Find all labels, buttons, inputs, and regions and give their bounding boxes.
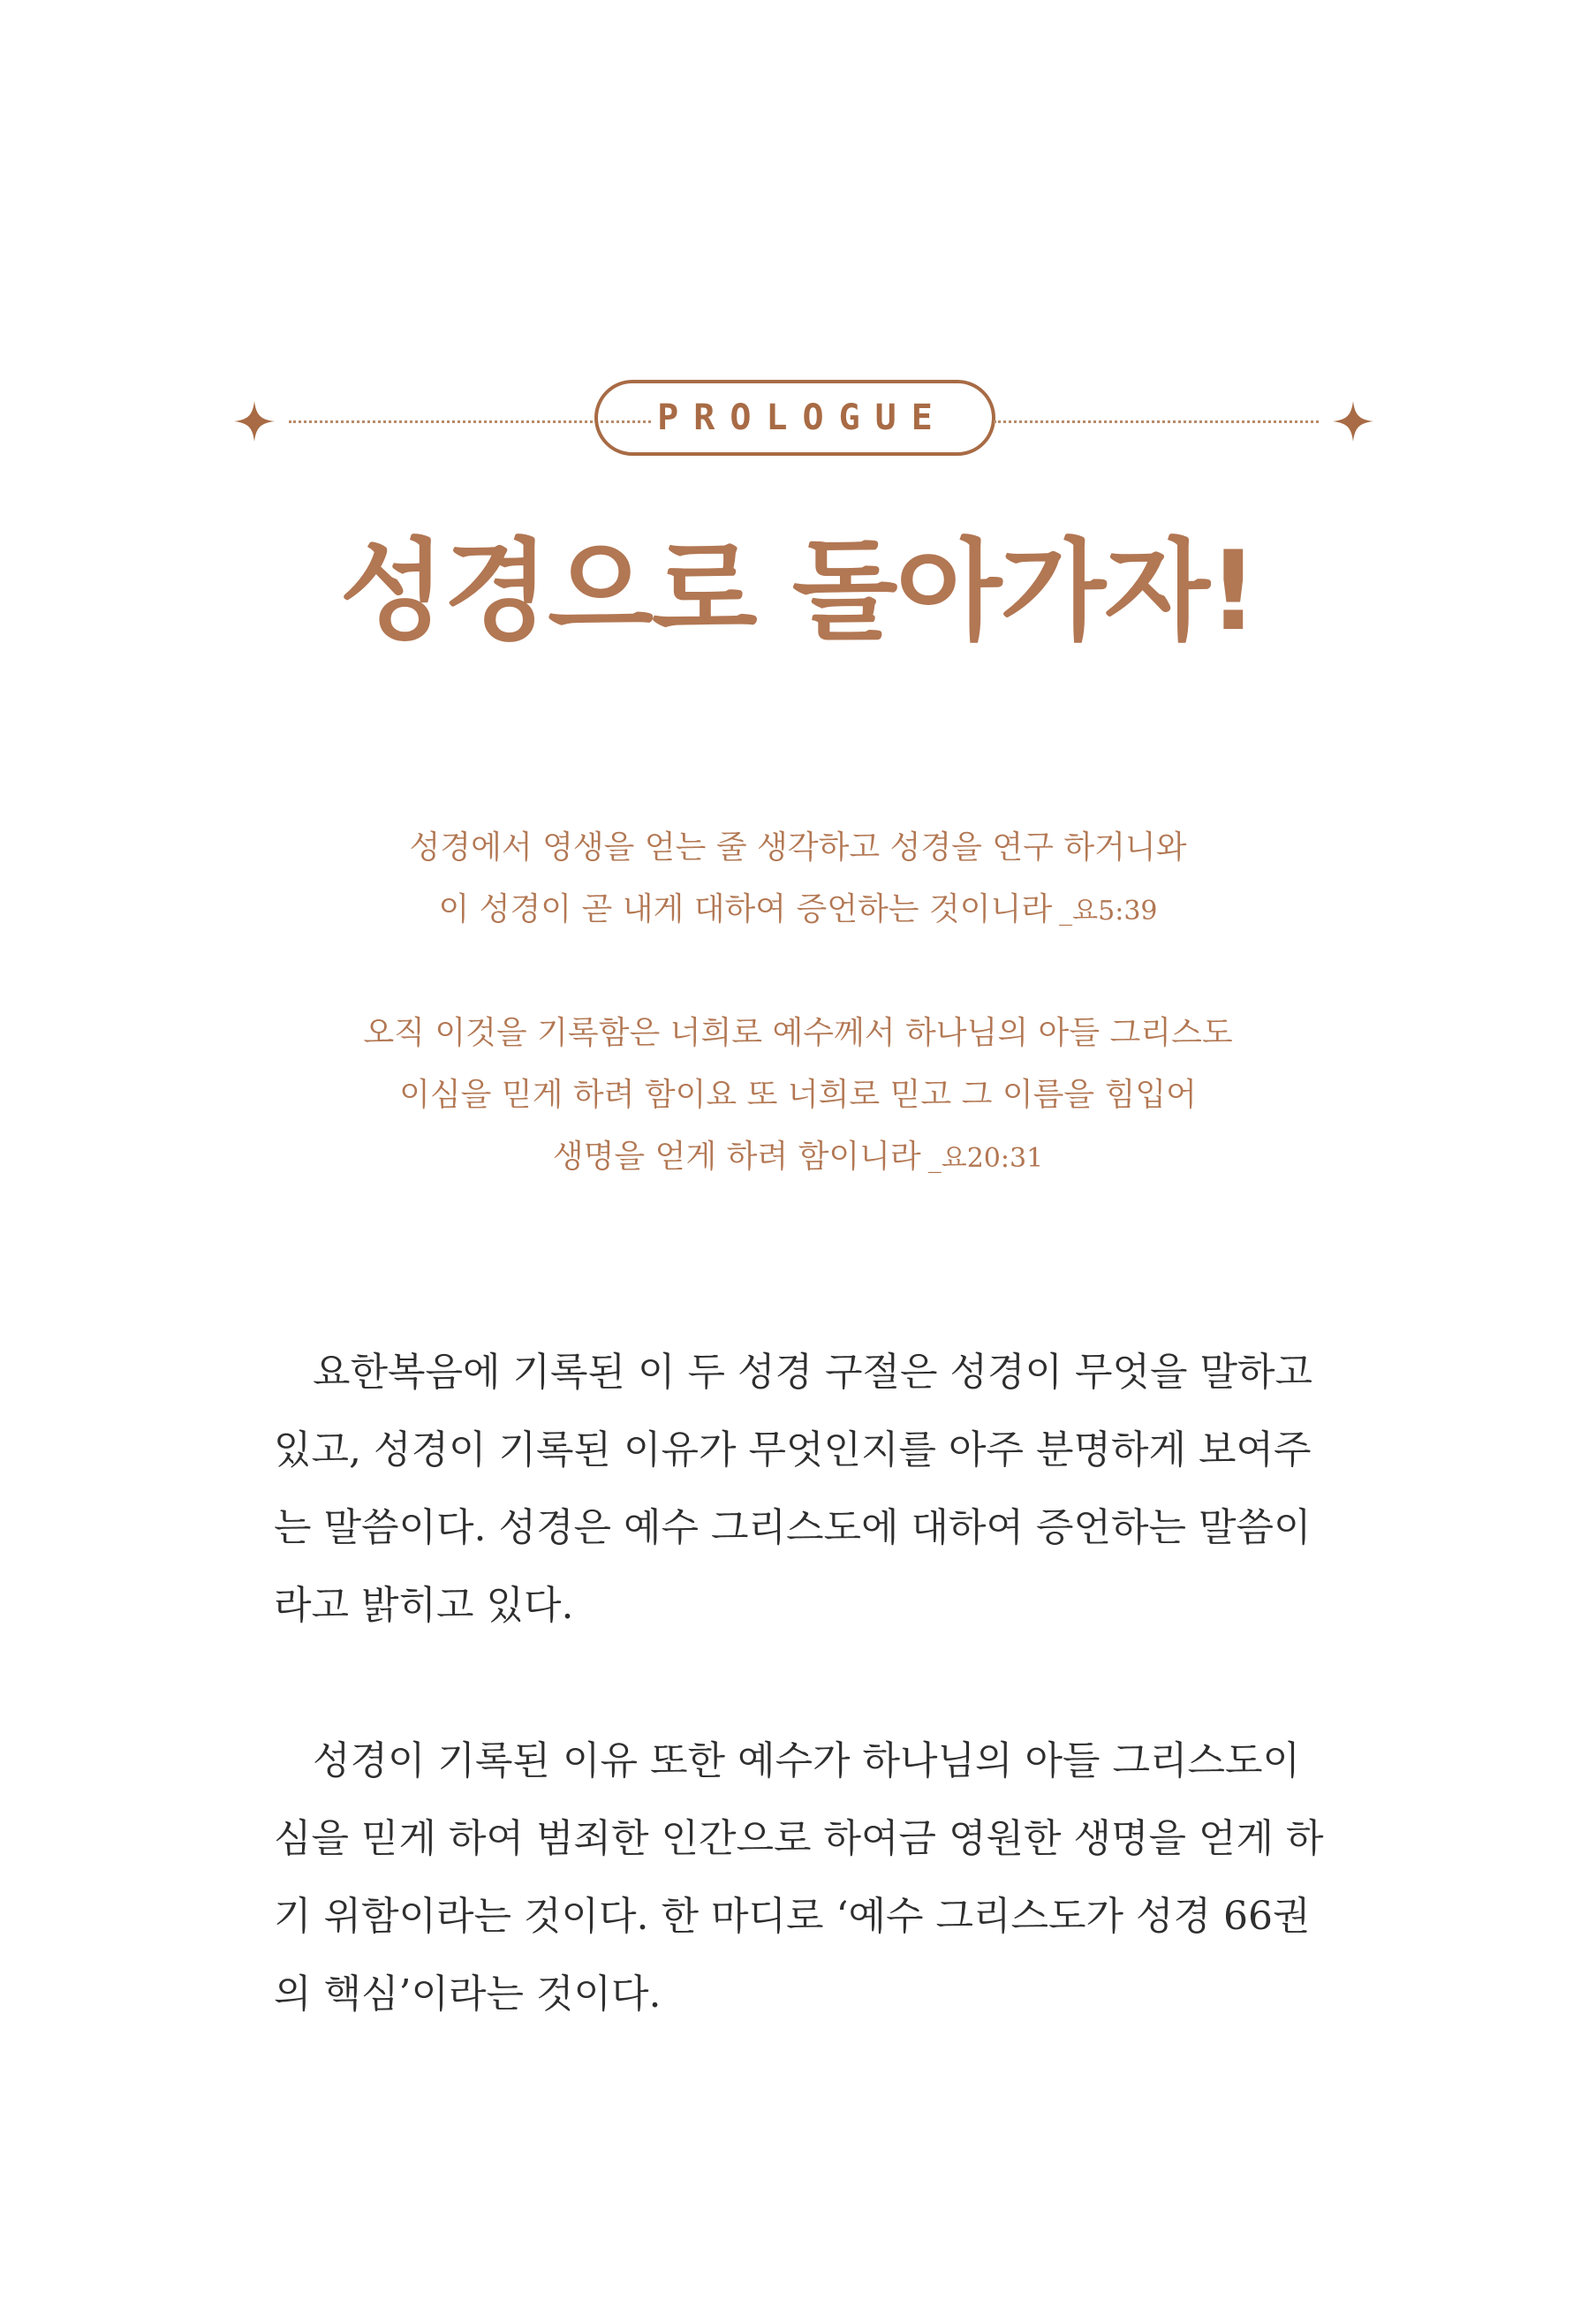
verse-line-text: 생명을 얻게 하려 함이니라 (552, 1139, 921, 1175)
paragraph-line: 기 위함이라는 것이다. 한 마디로 ‘예수 그리스도가 성경 66권 (274, 1894, 1311, 1939)
verse-line (0, 879, 1596, 942)
right-star-icon (1333, 401, 1373, 442)
verse-line: 이심을 믿게 하려 함이요 또 너희로 믿고 그 이름을 힘입어 (399, 1077, 1197, 1113)
body-paragraph-2 (274, 1722, 1324, 2033)
body-paragraph-1 (274, 1334, 1316, 1645)
paragraph-line: 는 말씀이다. 성경은 예수 그리스도에 대하여 증언하는 말씀이 (274, 1505, 1312, 1550)
page-title: 성경으로 돌아가자! (339, 528, 1257, 655)
prologue-label: PROLOGUE (594, 380, 995, 456)
verse-line-text: 이 성경이 곧 내게 대하여 증언하는 것이니라 (438, 891, 1053, 927)
verse-quote-john-5-39 (0, 817, 1596, 942)
paragraph-line: 있고, 성경이 기록된 이유가 무엇인지를 아주 분명하게 보여주 (274, 1427, 1312, 1472)
prologue-header (234, 380, 1373, 463)
paragraph-line: 라고 밝히고 있다. (274, 1583, 574, 1628)
verse-quote-john-20-31 (0, 1003, 1596, 1190)
paragraph-line: 심을 믿게 하여 범죄한 인간으로 하여금 영원한 생명을 얻게 하 (274, 1816, 1324, 1861)
paragraph-line: 의 핵심’이라는 것이다. (274, 1972, 662, 2017)
right-dotted-divider (994, 420, 1319, 423)
verse-reference: _요20:31 (927, 1143, 1044, 1174)
verse-line (0, 1126, 1596, 1190)
left-star-icon (234, 401, 275, 442)
paragraph-line: 성경이 기록된 이유 또한 예수가 하나님의 아들 그리스도이 (274, 1738, 1300, 1783)
verse-line: 오직 이것을 기록함은 너희로 예수께서 하나님의 아들 그리스도 (363, 1015, 1233, 1051)
verse-reference: _요5:39 (1059, 896, 1158, 927)
paragraph-line: 요한복음에 기록된 이 두 성경 구절은 성경이 무엇을 말하고 (274, 1350, 1312, 1395)
verse-line: 성경에서 영생을 얻는 줄 생각하고 성경을 연구 하거니와 (409, 829, 1187, 866)
